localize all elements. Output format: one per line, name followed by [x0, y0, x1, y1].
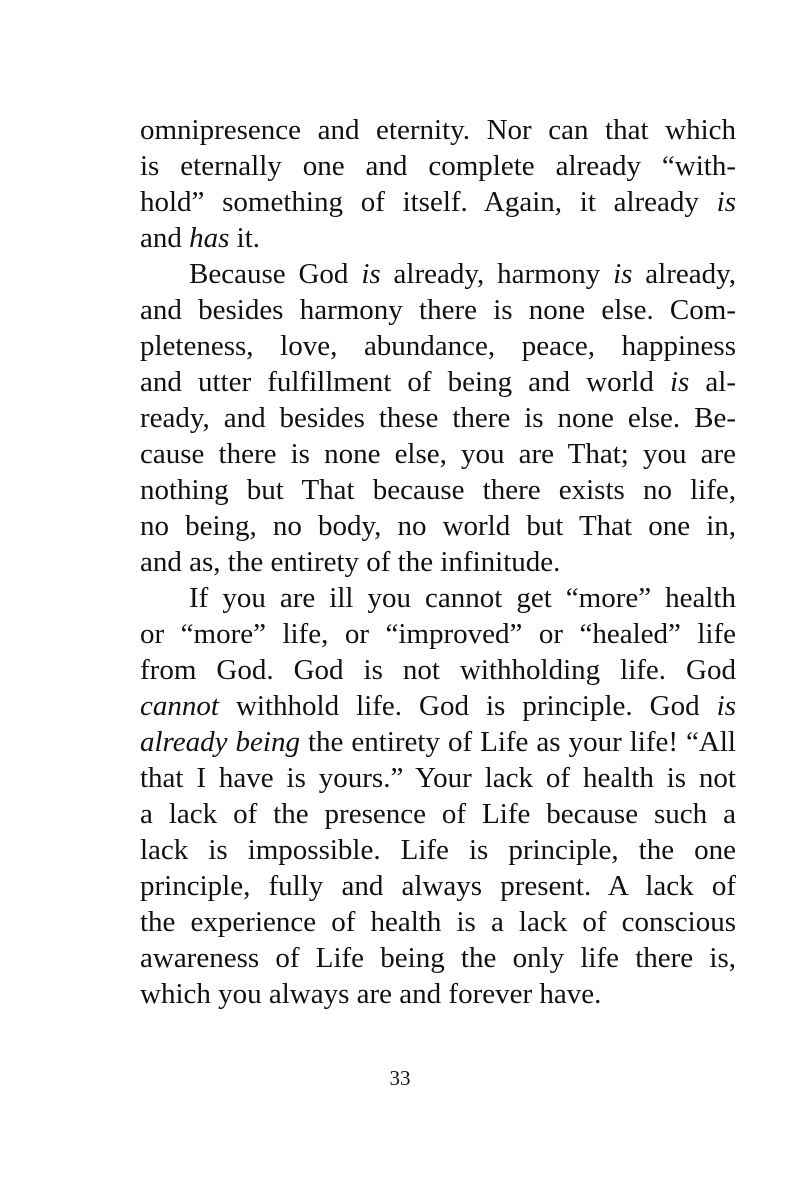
italic-text: is	[669, 366, 690, 398]
text-line	[140, 400, 736, 436]
text-line	[140, 580, 736, 616]
text-run: cause there is none else, you are That; you are	[140, 438, 736, 470]
text-run: ready, and besides these there is none else. Be-	[140, 402, 736, 434]
text-run: lack is impossible. Life is principle, the one	[140, 834, 736, 866]
text-run: nothing but That because there exists no life,	[140, 474, 736, 506]
italic-text: is	[716, 690, 736, 722]
page-number: 33	[389, 1066, 411, 1090]
text-run: Because God	[189, 258, 362, 290]
text-run: omnipresence and eternity. Nor can that which	[140, 114, 736, 146]
text-run: which you always are and forever have.	[140, 978, 602, 1010]
text-run: and utter fulfillment of being and world	[140, 366, 670, 398]
text-line	[140, 220, 736, 256]
text-line	[140, 832, 736, 868]
text-run: pleteness, love, abundance, peace, happiness	[140, 330, 736, 362]
text-run: from God. God is not withholding life. God	[140, 654, 736, 686]
text-line	[140, 112, 736, 148]
text-run: withhold life. God is principle. God	[218, 690, 717, 722]
text-run: or “more” life, or “improved” or “healed” life	[140, 618, 736, 650]
text-line	[140, 508, 736, 544]
text-line	[140, 184, 736, 220]
text-run: al-	[689, 366, 736, 398]
text-line	[140, 724, 736, 760]
text-run: and besides harmony there is none else. Com-	[140, 294, 736, 326]
text-run: is eternally one and complete already “with-	[140, 150, 736, 182]
text-run: principle, fully and always present. A lack of	[140, 870, 736, 902]
text-line	[140, 796, 736, 832]
text-line	[140, 256, 736, 292]
paragraph	[140, 112, 736, 256]
text-line	[140, 436, 736, 472]
text-run: it.	[229, 222, 261, 254]
text-run: If you are ill you cannot get “more” health	[189, 582, 736, 614]
italic-text: has	[189, 222, 230, 254]
italic-text: cannot	[140, 690, 219, 722]
text-line	[140, 148, 736, 184]
text-run: hold” something of itself. Again, it already	[140, 186, 717, 218]
text-line	[140, 364, 736, 400]
text-run: and	[140, 222, 190, 254]
body-text	[140, 112, 736, 1012]
text-run: a lack of the presence of Life because such a	[140, 798, 736, 830]
text-line	[140, 940, 736, 976]
text-run: and as, the entirety of the infinitude.	[140, 546, 561, 578]
text-run: the experience of health is a lack of conscious	[140, 906, 736, 938]
text-line	[140, 472, 736, 508]
text-line	[140, 760, 736, 796]
text-run: the entirety of Life as your life! “All	[299, 726, 736, 758]
text-line	[140, 292, 736, 328]
text-line	[140, 868, 736, 904]
paragraph	[140, 256, 736, 580]
text-line	[140, 328, 736, 364]
text-line	[140, 616, 736, 652]
text-line	[140, 544, 736, 580]
text-run: no being, no body, no world but That one in,	[140, 510, 736, 542]
italic-text: is	[613, 258, 633, 290]
text-line	[140, 688, 736, 724]
text-line	[140, 652, 736, 688]
text-run: that I have is yours.” Your lack of health is not	[140, 762, 736, 794]
italic-text: is	[716, 186, 736, 218]
italic-text: is	[361, 258, 381, 290]
text-run: already, harmony	[380, 258, 614, 290]
text-run: already,	[632, 258, 736, 290]
paragraph	[140, 580, 736, 1012]
italic-text: already being	[140, 726, 300, 758]
text-line	[140, 904, 736, 940]
text-line	[140, 976, 736, 1012]
text-run: awareness of Life being the only life there is,	[140, 942, 736, 974]
